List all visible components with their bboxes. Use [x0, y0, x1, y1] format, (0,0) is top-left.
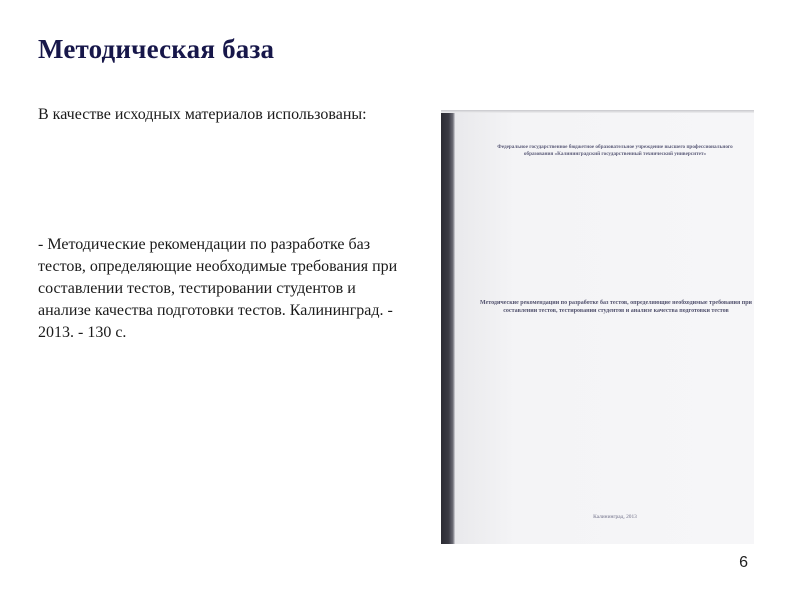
intro-text: В качестве исходных материалов использованы: — [38, 106, 367, 123]
page-number: 6 — [739, 554, 748, 571]
document-scan-title: Методические рекомендации по разработке баз тестов, определяющие необходимые требования при составлении тестов, тестировании студентов и анализе качества подготовки тестов — [479, 300, 752, 314]
reference-text: - Методические рекомендации по разработке баз тестов, определяющие необходимые требования при составлении тестов, тестировании студентов и анализе качества подготовки тестов. Калининград. - 2013. - 130 с. — [38, 236, 398, 341]
document-scan-image — [441, 110, 754, 544]
document-scan-header: Федеральное государственное бюджетное образовательное учреждение высшего профессионального образования «Калининградский государственный технический университет» — [497, 144, 733, 157]
slide-title: Методическая база — [38, 34, 275, 64]
document-scan-binding-edge — [441, 110, 455, 544]
document-scan-page — [455, 113, 754, 544]
document-scan-footer: Калининград, 2013 — [593, 514, 637, 520]
document-scan-top-edge — [441, 110, 754, 113]
